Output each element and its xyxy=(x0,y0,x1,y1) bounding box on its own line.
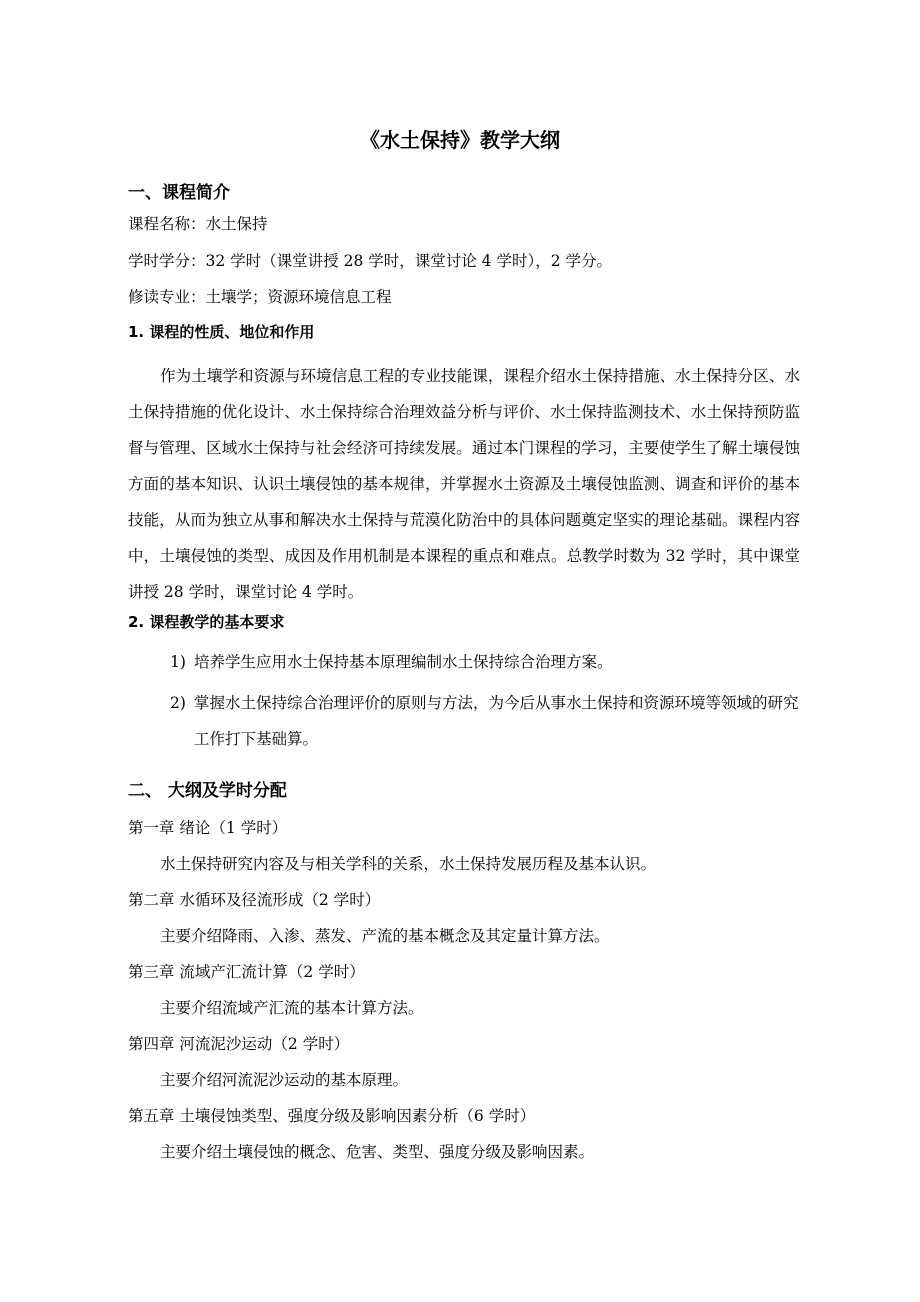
item-text: 培养学生应用水土保持基本原理编制水土保持综合治理方案。 xyxy=(194,653,613,671)
chapter-desc: 水土保持研究内容及与相关学科的关系，水土保持发展历程及基本认识。 xyxy=(160,855,657,873)
subheading-requirements: 2. 课程教学的基本要求 xyxy=(128,613,285,631)
chapter-desc: 主要介绍土壤侵蚀的概念、危害、类型、强度分级及影响因素。 xyxy=(160,1143,595,1161)
item-number: 1) xyxy=(170,653,186,671)
course-major: 修读专业：土壤学；资源环境信息工程 xyxy=(128,288,392,306)
document-title: 《水土保持》教学大纲 xyxy=(360,128,560,152)
item-number: 2) xyxy=(170,694,186,712)
item-text: 掌握水土保持综合治理评价的原则与方法，为今后从事水土保持和资源环境等领域的研究工作打下基础算。 xyxy=(194,694,799,748)
course-description: 作为土壤学和资源与环境信息工程的专业技能课，课程介绍水土保持措施、水土保持分区、水土保持措施的优化设计、水土保持综合治理效益分析与评价、水土保持监测技术、水土保持预防监督与管理、区域水土保持与社会经济可持续发展。通过本门课程的学习，主要使学生了解土壤侵蚀方面的基本知识、认识土壤侵蚀的基本规律，并掌握水土资源及土壤侵蚀监测、调查和评价的基本技能，从而为独立从事和解决水土保持与荒漠化防治中的具体问题奠定坚实的理论基础。课程内容中，土壤侵蚀的类型、成因及作用机制是本课程的重点和难点。总教学时数为 32 学时，其中课堂讲授 28 学时，课堂讨论 4 学时。 xyxy=(128,367,800,601)
chapter-desc: 主要介绍流域产汇流的基本计算方法。 xyxy=(160,999,424,1017)
chapter-title: 第五章 土壤侵蚀类型、强度分级及影响因素分析（6 学时） xyxy=(128,1107,536,1125)
section-2-heading: 二、 大纲及学时分配 xyxy=(128,781,287,801)
chapter-title: 第一章 绪论（1 学时） xyxy=(128,819,288,837)
chapter-desc: 主要介绍降雨、入渗、蒸发、产流的基本概念及其定量计算方法。 xyxy=(160,927,610,945)
chapter-title: 第二章 水循环及径流形成（2 学时） xyxy=(128,891,381,909)
requirement-item xyxy=(170,685,810,757)
section-1-heading: 一、课程简介 xyxy=(128,183,230,203)
chapter-desc: 主要介绍河流泥沙运动的基本原理。 xyxy=(160,1071,409,1089)
course-name: 课程名称：水土保持 xyxy=(128,215,268,233)
chapter-title: 第四章 河流泥沙运动（2 学时） xyxy=(128,1035,350,1053)
chapter-title: 第三章 流域产汇流计算（2 学时） xyxy=(128,963,365,981)
requirement-item xyxy=(170,650,613,672)
course-hours: 学时学分：32 学时（课堂讲授 28 学时，课堂讨论 4 学时），2 学分。 xyxy=(128,252,612,270)
subheading-nature: 1. 课程的性质、地位和作用 xyxy=(128,323,315,341)
